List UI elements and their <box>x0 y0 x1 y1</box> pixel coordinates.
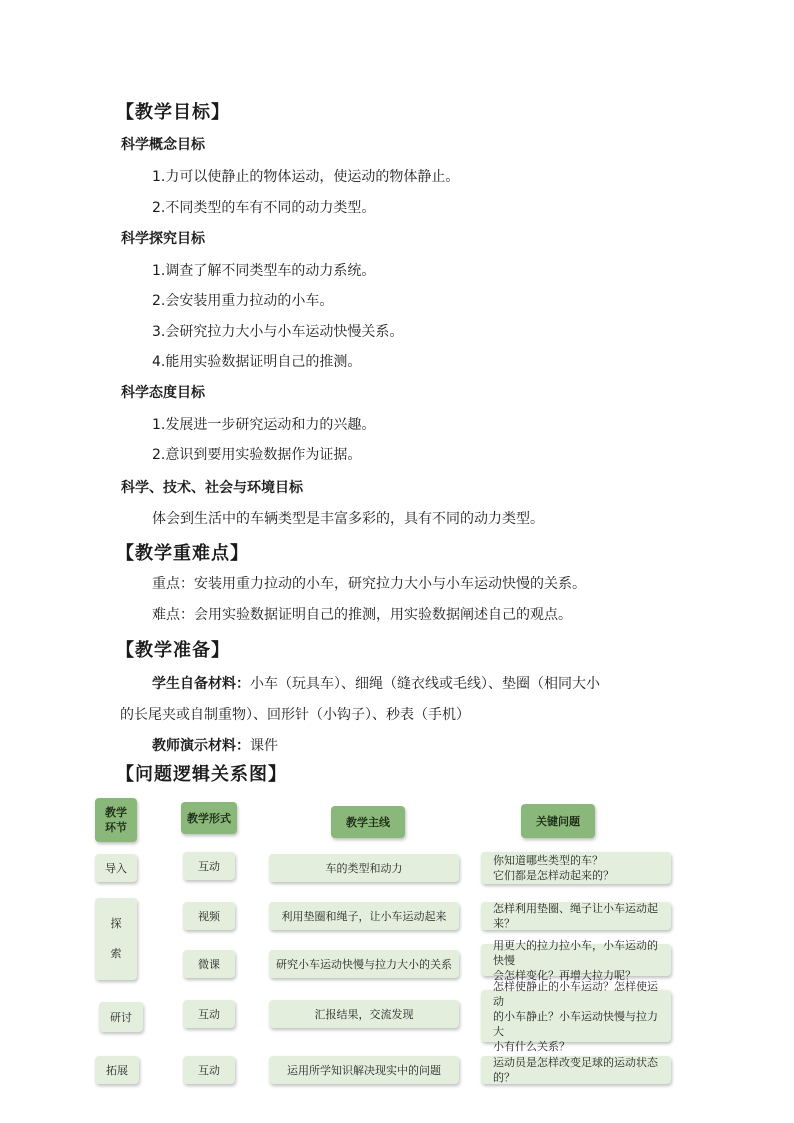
student-materials-label: 学生自备材料： <box>152 676 250 692</box>
main-cell: 研究小车运动快慢与拉力大小的关系 <box>269 950 459 978</box>
main-cell: 汇报结果，交流发现 <box>269 1000 459 1028</box>
section-title-goals: 【教学目标】 <box>116 102 230 123</box>
list-item: 1.发展进一步研究运动和力的兴趣。 <box>152 417 376 433</box>
question-line: 用更大的拉力拉小车，小车运动的快慢 <box>493 938 658 967</box>
stage-discuss: 研讨 <box>99 1002 143 1032</box>
form-cell: 互动 <box>183 1056 235 1084</box>
question-line: 它们都是怎样动起来的？ <box>493 869 614 882</box>
question-cell <box>481 979 671 1053</box>
header-stage <box>95 798 137 842</box>
header-question: 关键问题 <box>521 804 595 838</box>
section-title-key: 【教学重难点】 <box>116 543 249 564</box>
teacher-materials <box>152 735 278 755</box>
main-cell: 车的类型和动力 <box>269 854 459 882</box>
subtitle-stse: 科学、技术、社会与环境目标 <box>121 480 303 496</box>
difficult-point: 难点：会用实验数据证明自己的推测，用实验数据阐述自己的观点。 <box>152 607 572 623</box>
question-cell: 怎样利用垫圈、绳子让小车运动起来？ <box>481 902 671 930</box>
subtitle-concept: 科学概念目标 <box>121 137 205 153</box>
stage-explore-char1: 探 <box>110 917 122 930</box>
subtitle-attitude: 科学态度目标 <box>121 385 205 401</box>
key-point: 重点：安装用重力拉动的小车，研究拉力大小与小车运动快慢的关系。 <box>152 576 586 592</box>
main-cell: 利用垫圈和绳子，让小车运动起来 <box>269 902 459 930</box>
question-cell <box>481 938 671 982</box>
stse-text: 体会到生活中的车辆类型是丰富多彩的，具有不同的动力类型。 <box>152 511 544 527</box>
form-cell: 互动 <box>183 1000 235 1028</box>
stage-intro: 导入 <box>95 854 137 882</box>
list-item: 2.意识到要用实验数据作为证据。 <box>152 447 362 463</box>
header-stage-line2: 环节 <box>105 821 127 834</box>
header-main: 教学主线 <box>331 806 405 838</box>
subtitle-explore: 科学探究目标 <box>121 231 205 247</box>
question-line: 小有什么关系？ <box>493 1039 570 1053</box>
header-stage-line1: 教学 <box>105 806 127 819</box>
teacher-materials-label: 教师演示材料： <box>152 738 250 754</box>
student-materials-text: 小车（玩具车）、细绳（缝衣线或毛线）、垫圈（相同大小 <box>250 676 600 692</box>
teacher-materials-text: 课件 <box>250 738 278 754</box>
form-cell: 微课 <box>183 950 235 978</box>
student-materials-line1 <box>152 673 600 693</box>
list-item: 4.能用实验数据证明自己的推测。 <box>152 354 362 370</box>
main-cell: 运用所学知识解决现实中的问题 <box>269 1056 459 1084</box>
question-cell <box>481 852 671 884</box>
stage-explore-char2: 索 <box>110 947 122 960</box>
form-cell: 互动 <box>183 852 235 880</box>
question-line: 你知道哪些类型的车？ <box>493 854 603 867</box>
section-title-diagram: 【问题逻辑关系图】 <box>116 764 287 785</box>
section-title-prep: 【教学准备】 <box>116 640 230 661</box>
question-line: 怎样使静止的小车运动？怎样使运动 <box>493 979 658 1008</box>
stage-explore <box>95 898 137 980</box>
question-line: 会怎样变化？再增大拉力呢？ <box>493 968 636 982</box>
form-cell: 视频 <box>183 902 235 930</box>
problem-logic-diagram <box>85 790 685 1090</box>
student-materials-line2: 的长尾夹或自制重物）、回形针（小钩子）、秒表（手机） <box>120 707 470 723</box>
list-item: 3.会研究拉力大小与小车运动快慢关系。 <box>152 324 404 340</box>
list-item: 1.力可以使静止的物体运动，使运动的物体静止。 <box>152 169 460 185</box>
header-form: 教学形式 <box>181 802 237 834</box>
list-item: 2.会安装用重力拉动的小车。 <box>152 293 334 309</box>
stage-extend: 拓展 <box>95 1056 139 1084</box>
question-cell: 运动员是怎样改变足球的运动状态的？ <box>481 1056 671 1084</box>
question-line: 的小车静止？小车运动快慢与拉力大 <box>493 1009 658 1038</box>
list-item: 1.调查了解不同类型车的动力系统。 <box>152 263 376 279</box>
list-item: 2.不同类型的车有不同的动力类型。 <box>152 200 376 216</box>
